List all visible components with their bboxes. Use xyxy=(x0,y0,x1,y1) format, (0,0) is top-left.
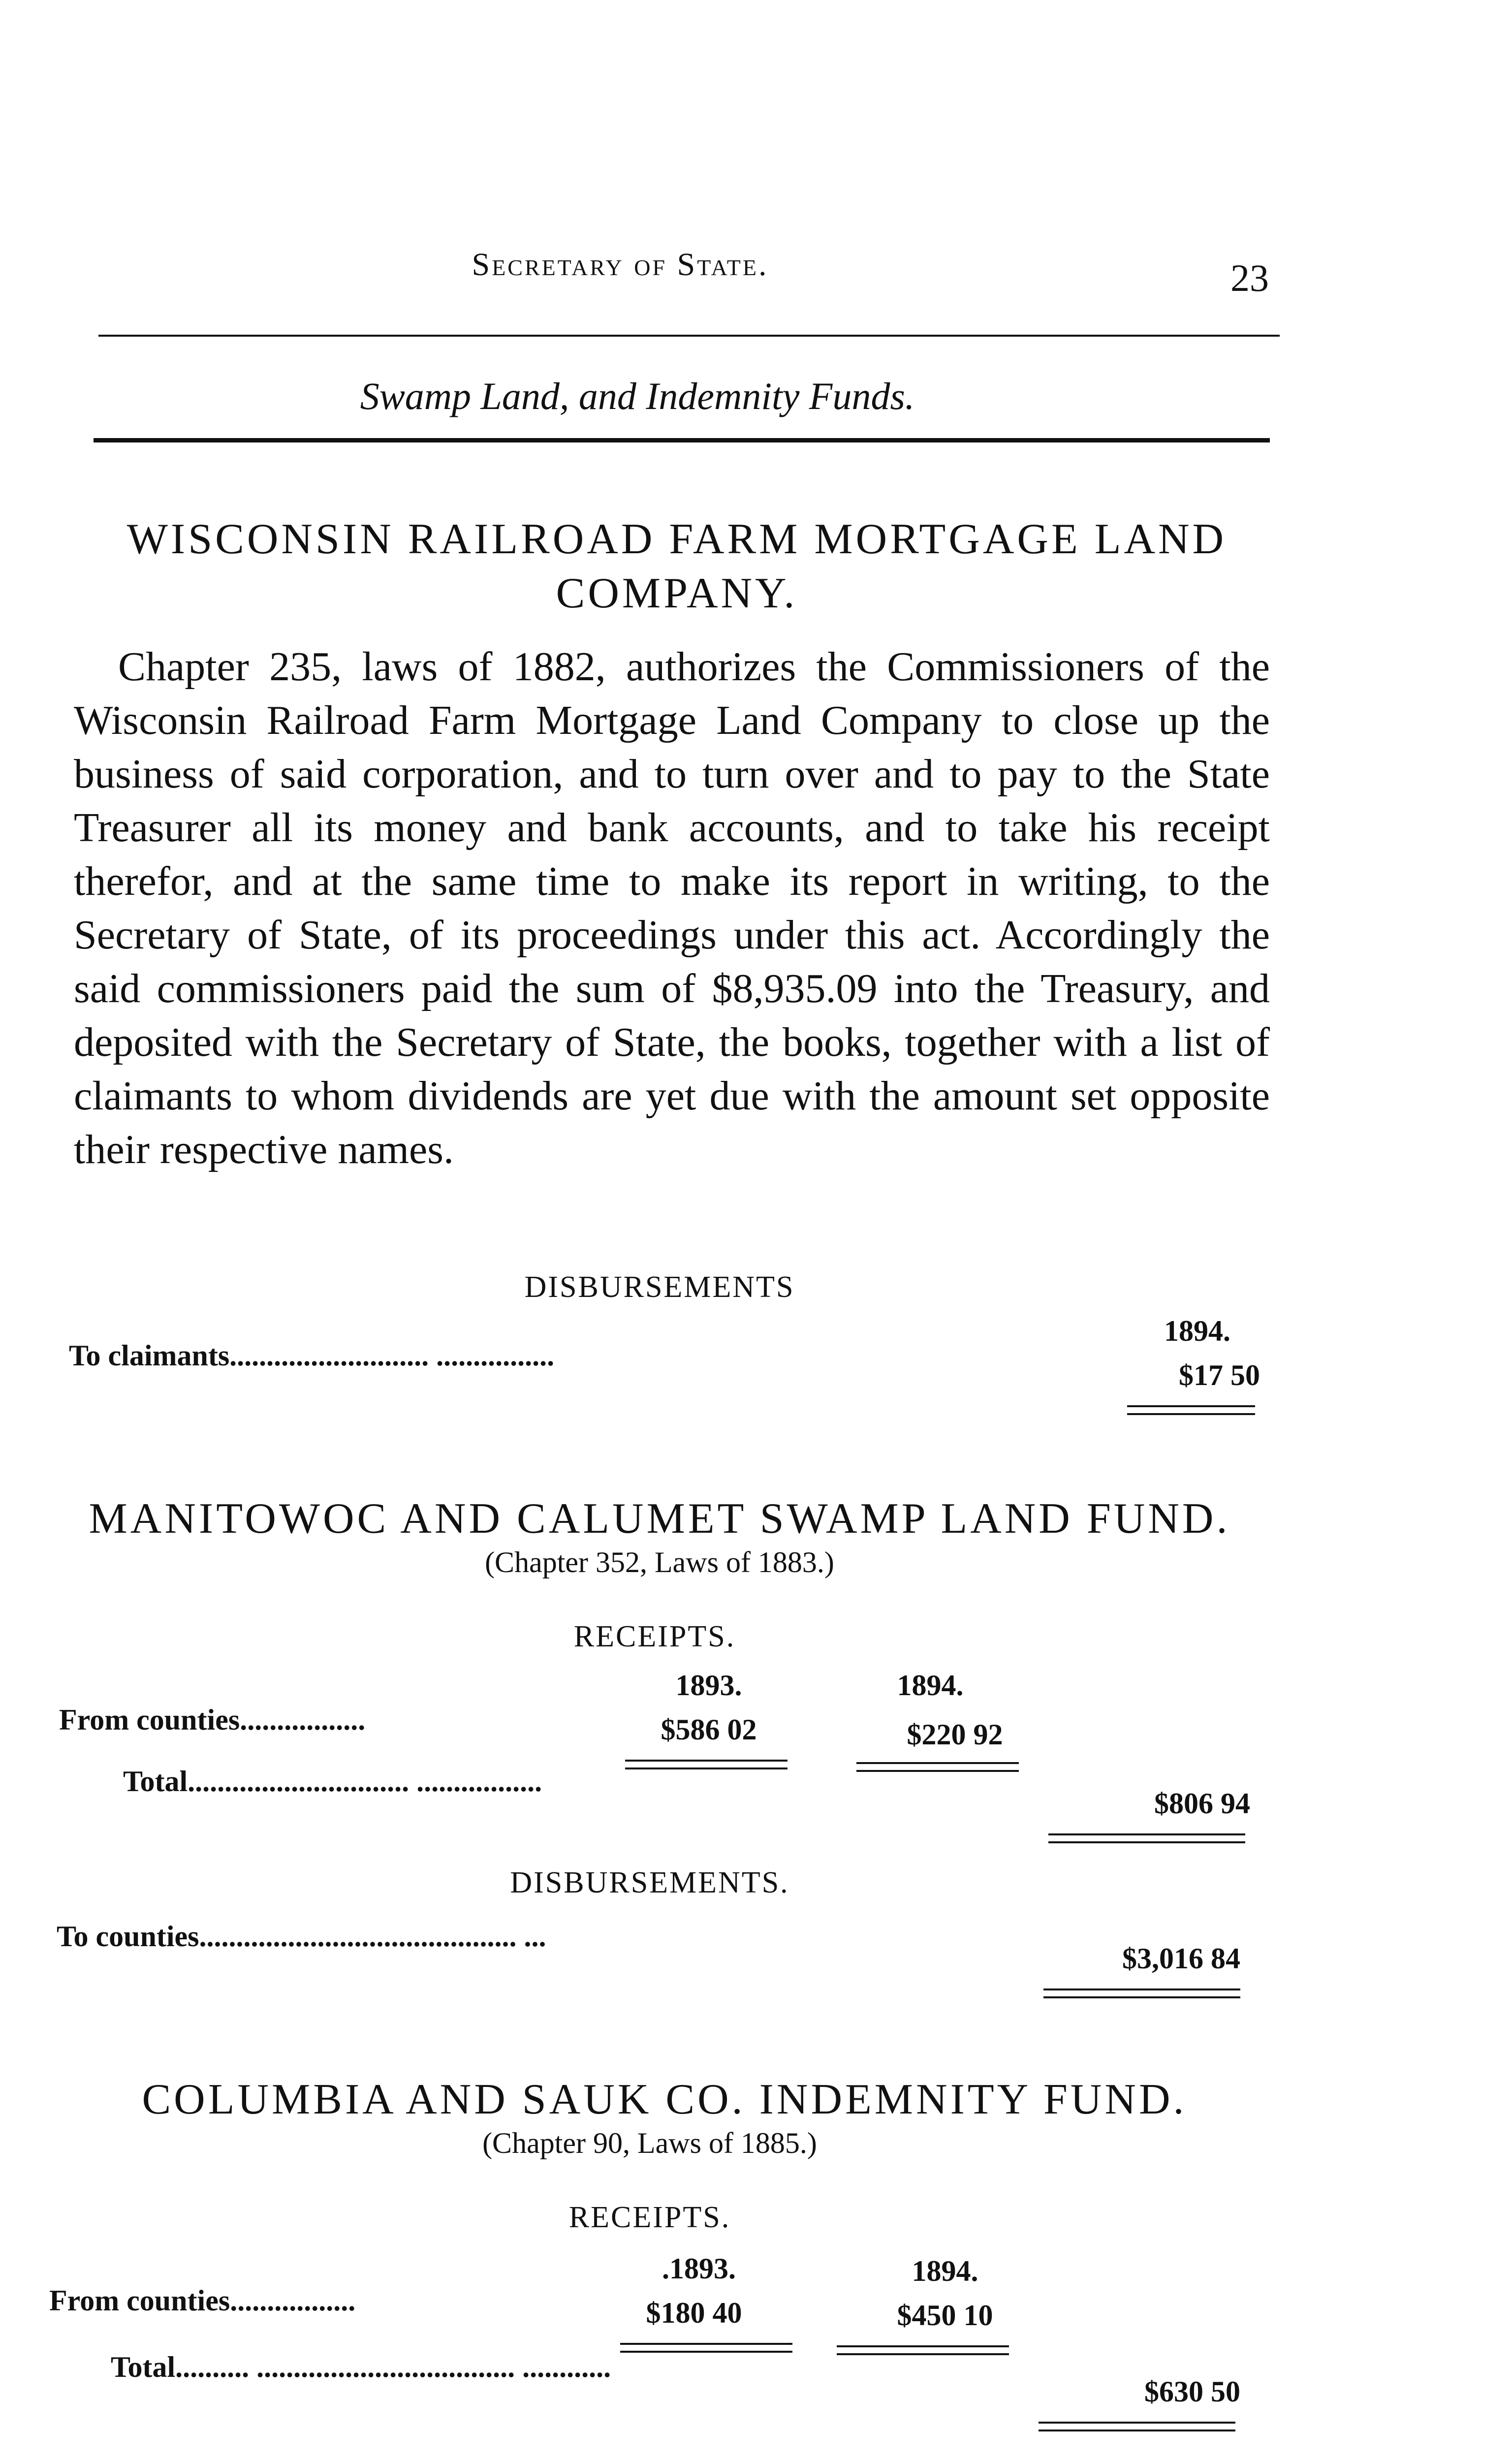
label-text: Total xyxy=(123,1765,188,1798)
section-2-receipt-1893: $586 02 xyxy=(661,1713,757,1746)
section-1-title-line1: WISCONSIN RAILROAD FARM MORTGAGE LAND xyxy=(126,515,1227,563)
section-2-total-amount: $806 94 xyxy=(1154,1787,1250,1820)
leader-dots: ........................................... ... xyxy=(199,1920,546,1953)
section-1-total-rule xyxy=(1127,1405,1255,1415)
label-text: From counties xyxy=(49,2284,230,2317)
section-2-note: (Chapter 352, Laws of 1883.) xyxy=(485,1546,834,1578)
leader-dots: .......... ................................... ............ xyxy=(175,2351,611,2383)
section-3-receipts-rule-1 xyxy=(620,2343,792,2353)
section-3-receipt-1893: $180 40 xyxy=(646,2297,742,2329)
leader-dots: .............................. ................. xyxy=(188,1765,542,1798)
section-3-year-1: .1893. xyxy=(662,2252,736,2285)
page-number: 23 xyxy=(1230,256,1269,299)
running-head: Secretary of State. xyxy=(472,247,769,283)
leader-dots: ........................... ................ xyxy=(229,1339,555,1372)
section-1-row-amount: $17 50 xyxy=(1179,1359,1260,1391)
section-3-year-2: 1894. xyxy=(912,2255,978,2287)
section-2-disb-amount: $3,016 84 xyxy=(1122,1942,1240,1975)
section-3-total-rule xyxy=(1039,2422,1235,2431)
section-2-receipts-rule-1 xyxy=(625,1760,788,1769)
section-2-receipts-label xyxy=(59,1703,365,1737)
section-2-total-rule xyxy=(1048,1833,1245,1843)
section-3-receipts-heading: RECEIPTS. xyxy=(568,2201,731,2234)
subtitle-rule xyxy=(94,438,1270,442)
section-2-receipts-heading: RECEIPTS. xyxy=(573,1620,736,1653)
section-3-receipts-rule-2 xyxy=(837,2345,1009,2355)
section-1-year: 1894. xyxy=(1164,1315,1230,1347)
label-text: From counties xyxy=(59,1704,240,1736)
section-2-disb-rule xyxy=(1043,1988,1240,1998)
section-2-disbursements-heading: DISBURSEMENTS. xyxy=(510,1866,789,1899)
section-1-title-line2: COMPANY. xyxy=(556,569,798,617)
top-rule xyxy=(98,335,1280,337)
section-3-total-label xyxy=(111,2350,611,2384)
section-2-year-2: 1894. xyxy=(897,1669,964,1702)
section-3-receipts-label xyxy=(49,2284,355,2318)
section-2-year-1: 1893. xyxy=(675,1669,742,1702)
section-2-receipts-rule-2 xyxy=(856,1762,1019,1772)
paragraph-text: Chapter 235, laws of 1882, authorizes the Commissioners of the Wisconsin Railroad Farm Mortgage Land Company to close up the business of said corporation, and to turn over and to pay to the State Treasurer all its money and bank accounts, and to take his receipt therefor, and at the same time to make its report in writing, to the Secretary of State, of its proceedings under this act. Accordingly the said commissioners paid the sum of $8,935.09 into the Treasury, and deposited with the Secretary of State, the books, together with a list of claimants to whom dividends are yet due with the amount set opposite their respective names. xyxy=(74,644,1270,1172)
section-3-total-amount: $630 50 xyxy=(1144,2375,1240,2408)
section-2-total-label xyxy=(123,1765,542,1798)
section-2-title: MANITOWOC AND CALUMET SWAMP LAND FUND. xyxy=(89,1495,1230,1543)
section-3-note: (Chapter 90, Laws of 1885.) xyxy=(482,2127,817,2159)
label-text: To counties xyxy=(57,1920,199,1953)
section-1-paragraph xyxy=(74,640,1270,1176)
section-3-receipt-1894: $450 10 xyxy=(897,2299,993,2332)
label-text: To claimants xyxy=(69,1339,230,1372)
section-1-disbursements-heading: DISBURSEMENTS xyxy=(524,1270,795,1304)
section-2-receipt-1894: $220 92 xyxy=(907,1718,1003,1751)
leader-dots: ................. xyxy=(240,1704,366,1736)
section-2-disb-label xyxy=(57,1920,546,1954)
section-3-title: COLUMBIA AND SAUK CO. INDEMNITY FUND. xyxy=(142,2076,1187,2123)
section-1-row-label xyxy=(69,1339,554,1373)
leader-dots: ................. xyxy=(230,2284,356,2317)
label-text: Total xyxy=(111,2351,176,2383)
page-subtitle: Swamp Land, and Indemnity Funds. xyxy=(360,375,915,417)
